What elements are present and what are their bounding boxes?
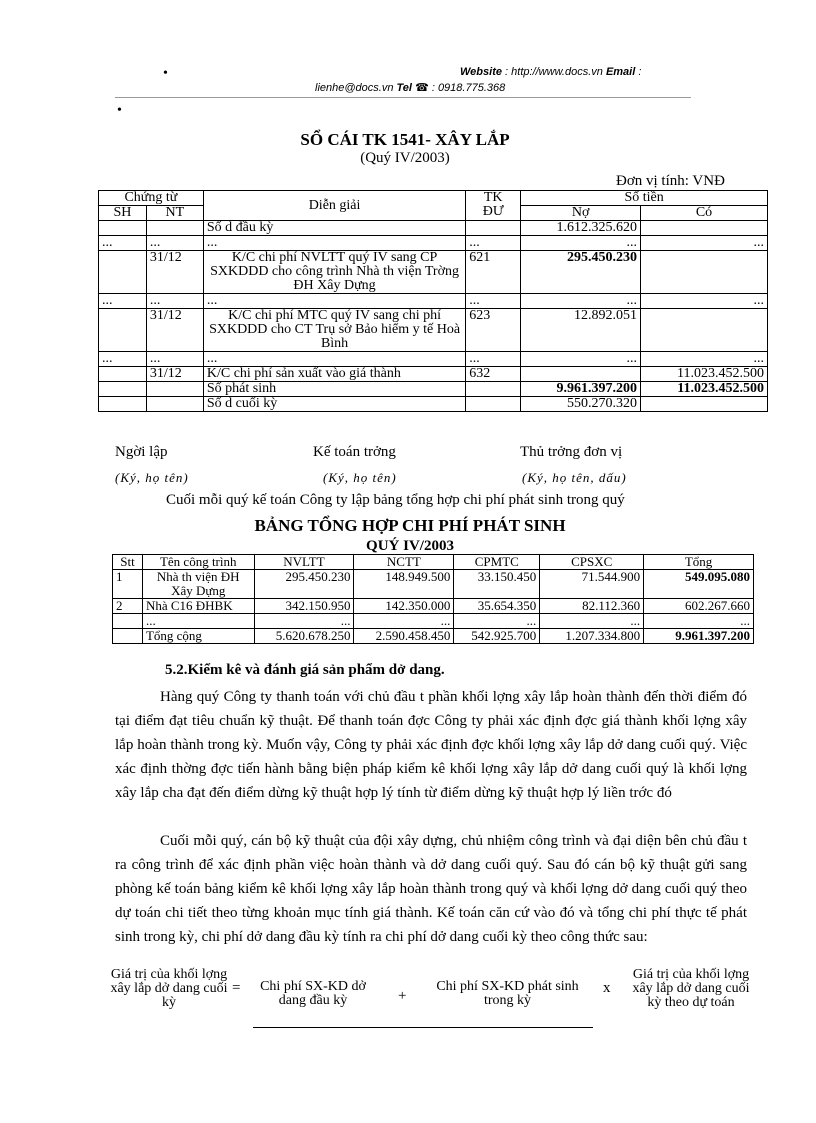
summary-cell-total: 9.961.397.200: [644, 629, 754, 644]
ledger-head-nt: NT: [146, 206, 203, 221]
summary-period: QUÝ IV/2003: [366, 538, 454, 554]
summary-cell-total: 602.267.660: [644, 599, 754, 614]
formula-term-1: Chi phí SX-KD dở dang đầu kỳ: [260, 979, 366, 1008]
ledger-cell-nt: [146, 382, 203, 397]
ledger-period: (Quý IV/2003): [360, 150, 450, 166]
ledger-cell-tk: 632: [466, 367, 521, 382]
ledger-head-tk: [466, 191, 521, 221]
summary-cell-cpsxc: ...: [540, 614, 644, 629]
ledger-cell-tk: 621: [466, 251, 521, 294]
ledger-cell-tk: [466, 397, 521, 412]
ledger-cell-sh: [99, 309, 147, 352]
email-label: Email: [605, 66, 636, 78]
ledger-header-row-1: [99, 191, 768, 206]
tel-value: : 0918.775.368: [431, 82, 506, 94]
ledger-cell-debit: ...: [521, 294, 641, 309]
body-bullet: •: [117, 103, 122, 118]
ledger-cell-desc: ...: [203, 294, 465, 309]
summary-cell-name: Tổng cộng: [142, 629, 254, 644]
ledger-head-voucher: Chứng từ: [99, 191, 204, 206]
ledger-table: [98, 190, 768, 412]
ledger-row: [99, 294, 768, 309]
paragraph-1: Hàng quý Công ty thanh toán với chủ đầu t phần khối lợng xây lắp hoàn thành đến thời điểm đó tại điểm đạt tiêu chuẩn kỹ thuật. Để thanh toán đợc Công ty phải xác định đợc giá thành khối lợng xây lắp hoàn thành trong kỳ. Muốn vậy, Công ty phải xác định đợc khối lợng xây lắp dở dang cuối quý. Việc xác định thờng đợc tiến hành bằng biện pháp kiểm kê khối lợng xây lắp dở dang cuối quý là khối lợng xây lắp cha đạt đến điểm dừng kỹ thuật hợp lý tính từ điểm dừng kỹ thuật hợp lý liền trớc đó: [115, 689, 747, 801]
ledger-head-amount: Số tiền: [521, 191, 768, 206]
summary-cell-nctt: ...: [354, 614, 454, 629]
summary-cell-cpsxc: 71.544.900: [540, 570, 644, 599]
sig-director-note: (Ký, họ tên, dấu): [522, 470, 627, 485]
ledger-cell-tk: [466, 221, 521, 236]
ledger-cell-sh: [99, 251, 147, 294]
ledger-cell-desc: K/C chi phí sản xuất vào giá thành: [203, 367, 465, 382]
summary-head-cell: NCTT: [354, 555, 454, 570]
summary-head-cell: Tổng: [644, 555, 754, 570]
ledger-cell-sh: ...: [99, 294, 147, 309]
summary-cell-nvltt: 5.620.678.250: [254, 629, 354, 644]
ledger-cell-credit: ...: [641, 236, 768, 251]
ledger-head-credit: Có: [641, 206, 768, 221]
ledger-cell-tk: ...: [466, 294, 521, 309]
header-bullet: •: [163, 66, 168, 81]
ledger-row: [99, 367, 768, 382]
ledger-head-tk-2: ĐƯ: [482, 204, 504, 219]
ledger-cell-tk: 623: [466, 309, 521, 352]
summary-cell-nctt: 148.949.500: [354, 570, 454, 599]
formula-term-2: Chi phí SX-KD phát sinh trong kỳ: [436, 979, 579, 1008]
ledger-body: [99, 221, 768, 412]
sig-accountant: Kế toán trởng: [313, 444, 396, 460]
ledger-cell-sh: ...: [99, 352, 147, 367]
summary-cell-nvltt: 342.150.950: [254, 599, 354, 614]
summary-cell-stt: 1: [113, 570, 143, 599]
summary-cell-name: ...: [142, 614, 254, 629]
paragraph-2: Cuối mỗi quý, cán bộ kỹ thuật của đội xây dựng, chủ nhiệm công trình và đại diện bên chủ đầu t ra công trình để xác định phần việc hoàn thành và dở dang cuối quý. Sau đó cán bộ kỹ thuật gửi sang phòng kế toán bảng kiểm kê khối lợng xây lắp hoàn thành trong quý và khối lợng dở dang cuối quý theo dự toán chi tiết theo từng khoản mục tính giá thành. Kế toán căn cứ vào đó và tổng chi phí thực tế phát sinh trong kỳ, chi phí dở dang đầu kỳ tính ra chi phí dở dang cuối kỳ theo công thức sau:: [115, 833, 747, 945]
summary-cell-name: Nhà C16 ĐHBK: [142, 599, 254, 614]
ledger-cell-tk: ...: [466, 236, 521, 251]
ledger-cell-credit: [641, 221, 768, 236]
summary-cell-stt: [113, 614, 143, 629]
website-line: [460, 66, 641, 78]
formula-equals: =: [232, 980, 241, 996]
ledger-row: [99, 236, 768, 251]
summary-cell-cpmtc: 33.150.450: [454, 570, 540, 599]
summary-cell-cpsxc: 1.207.334.800: [540, 629, 644, 644]
ledger-row: [99, 397, 768, 412]
ledger-cell-nt: [146, 221, 203, 236]
ledger-cell-desc: Số d đầu kỳ: [203, 221, 465, 236]
ledger-cell-credit: ...: [641, 352, 768, 367]
ledger-cell-sh: [99, 382, 147, 397]
ledger-cell-debit: ...: [521, 236, 641, 251]
ledger-head-sh: SH: [99, 206, 147, 221]
ledger-cell-nt: 31/12: [146, 251, 203, 294]
website-value[interactable]: : http://www.docs.vn: [505, 66, 603, 78]
ledger-cell-sh: [99, 367, 147, 382]
sig-accountant-note: (Ký, họ tên): [323, 470, 397, 485]
summary-title: BẢNG TỔNG HỢP CHI PHÍ PHÁT SINH: [254, 516, 566, 535]
summary-cell-cpmtc: 542.925.700: [454, 629, 540, 644]
summary-cell-cpsxc: 82.112.360: [540, 599, 644, 614]
summary-body: [113, 570, 754, 644]
summary-cell-total: ...: [644, 614, 754, 629]
summary-cell-nctt: 2.590.458.450: [354, 629, 454, 644]
summary-head-cell: NVLTT: [254, 555, 354, 570]
ledger-cell-debit: [521, 367, 641, 382]
ledger-head-desc: Diễn giải: [203, 191, 465, 221]
ledger-cell-sh: [99, 397, 147, 412]
sig-creator: Ngời lập: [115, 444, 168, 460]
summary-cell-nctt: 142.350.000: [354, 599, 454, 614]
summary-row: [113, 614, 754, 629]
summary-head-cell: CPSXC: [540, 555, 644, 570]
ledger-cell-nt: [146, 397, 203, 412]
email-sep: :: [638, 66, 642, 78]
summary-cell-name: Nhà th viện ĐH Xây Dựng: [142, 570, 254, 599]
summary-cell-stt: [113, 629, 143, 644]
ledger-cell-sh: ...: [99, 236, 147, 251]
ledger-cell-nt: ...: [146, 294, 203, 309]
ledger-cell-desc: ...: [203, 236, 465, 251]
header-rule: [115, 97, 691, 98]
formula-fraction-bar: [253, 1027, 593, 1028]
ledger-row: [99, 221, 768, 236]
summary-head-cell: Stt: [113, 555, 143, 570]
ledger-cell-sh: [99, 221, 147, 236]
ledger-cell-tk: ...: [466, 352, 521, 367]
summary-cell-cpmtc: 35.654.350: [454, 599, 540, 614]
ledger-cell-desc: K/C chi phí MTC quý IV sang chi phí SXKDDD cho CT Trụ sở Bảo hiểm y tế Hoà Bình: [203, 309, 465, 352]
ledger-cell-desc: Số phát sinh: [203, 382, 465, 397]
ledger-cell-nt: 31/12: [146, 367, 203, 382]
tel-label: Tel: [396, 82, 412, 94]
ledger-cell-nt: ...: [146, 236, 203, 251]
summary-cell-nvltt: ...: [254, 614, 354, 629]
formula-rhs: Giá trị của khối lợng xây lắp dở dang cuối kỳ theo dự toán: [632, 967, 750, 1010]
ledger-row: [99, 309, 768, 352]
summary-header-row: [113, 555, 754, 570]
phone-icon: ☎: [415, 82, 429, 94]
sig-creator-note: (Ký, họ tên): [115, 470, 189, 485]
ledger-cell-credit: 11.023.452.500: [641, 367, 768, 382]
formula-times: x: [603, 980, 611, 996]
summary-row: [113, 599, 754, 614]
contact-line: [315, 81, 505, 94]
summary-head-cell: CPMTC: [454, 555, 540, 570]
ledger-cell-credit: 11.023.452.500: [641, 382, 768, 397]
ledger-head-tk-1: TK: [483, 190, 503, 205]
ledger-cell-credit: [641, 397, 768, 412]
summary-row: [113, 570, 754, 599]
ledger-row: [99, 251, 768, 294]
ledger-unit: Đơn vị tính: VNĐ: [616, 173, 725, 189]
ledger-row: [99, 382, 768, 397]
ledger-cell-debit: 1.612.325.620: [521, 221, 641, 236]
ledger-cell-desc: Số d cuối kỳ: [203, 397, 465, 412]
website-label: Website: [460, 66, 502, 78]
ledger-cell-debit: ...: [521, 352, 641, 367]
ledger-cell-credit: [641, 251, 768, 294]
summary-cell-total: 549.095.080: [644, 570, 754, 599]
summary-head-cell: Tên công trình: [142, 555, 254, 570]
ledger-head-debit: Nợ: [521, 206, 641, 221]
ledger-cell-debit: 9.961.397.200: [521, 382, 641, 397]
summary-cell-nvltt: 295.450.230: [254, 570, 354, 599]
ledger-cell-credit: ...: [641, 294, 768, 309]
summary-cell-cpmtc: ...: [454, 614, 540, 629]
ledger-cell-credit: [641, 309, 768, 352]
summary-cell-stt: 2: [113, 599, 143, 614]
ledger-cell-desc: K/C chi phí NVLTT quý IV sang CP SXKDDD cho công trình Nhà th viện Trờng ĐH Xây Dựng: [203, 251, 465, 294]
email-value[interactable]: lienhe@docs.vn: [315, 82, 394, 94]
ledger-cell-desc: ...: [203, 352, 465, 367]
formula-lhs: Giá trị của khối lợng xây lắp dở dang cuối kỳ: [110, 967, 228, 1010]
ledger-cell-nt: 31/12: [146, 309, 203, 352]
summary-row: [113, 629, 754, 644]
ledger-cell-tk: [466, 382, 521, 397]
ledger-cell-debit: 550.270.320: [521, 397, 641, 412]
section-heading: 5.2.Kiểm kê và đánh giá sản phẩm dở dang.: [165, 662, 445, 678]
ledger-row: [99, 352, 768, 367]
ledger-cell-debit: 12.892.051: [521, 309, 641, 352]
ledger-cell-debit: 295.450.230: [521, 251, 641, 294]
ledger-cell-nt: ...: [146, 352, 203, 367]
summary-table: [112, 554, 754, 644]
formula-plus: +: [398, 988, 407, 1004]
intro-line: Cuối mỗi quý kế toán Công ty lập bảng tổng hợp chi phí phát sinh trong quý: [166, 492, 625, 508]
ledger-title: SỔ CÁI TK 1541- XÂY LẮP: [300, 130, 510, 149]
sig-director: Thủ trởng đơn vị: [520, 444, 623, 460]
